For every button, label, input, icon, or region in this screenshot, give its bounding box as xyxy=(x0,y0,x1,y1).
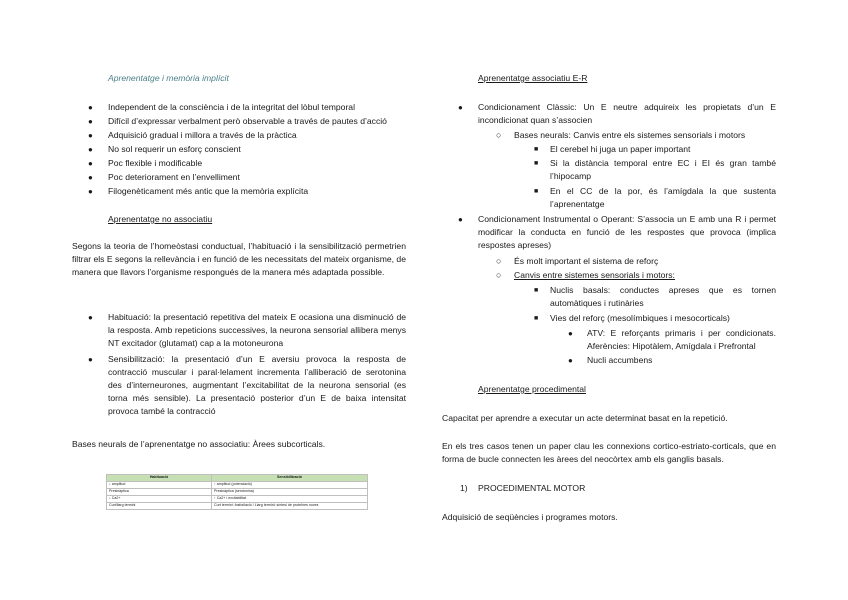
square-bullet-icon: ■ xyxy=(534,188,539,195)
instrumental-item: Condicionament Instrumental o Operant: S’associa un E amb una R i permet modificar la conducta en funció de les respostes que provoca (implica respostes apreses) xyxy=(478,214,776,250)
square-bullet-icon: ■ xyxy=(534,160,539,167)
procedural-paragraph-1: Capacitat per aprendre a executar un acte determinat basat en la repetició. xyxy=(442,413,728,423)
table-cell: Curt termini: fosforilació / Llarg termini: síntesi de proteïnes noves xyxy=(212,503,368,510)
table-row xyxy=(107,482,368,489)
por-item: En el CC de la por, és l’amígdala la que sustenta l’aprenentatge xyxy=(550,186,776,209)
square-bullet-icon: ■ xyxy=(534,287,539,294)
implicit-item: Adquisició gradual i millora a través de la pràctica xyxy=(108,130,297,140)
atv-item: ATV: E reforçants primaris i per condicionats. Aferències: Hipotàlem, Amígdala i Prefrontal xyxy=(587,328,776,351)
classic-conditioning-item: Condicionament Clàssic: Un E neutre adquireix les propietats d’un E incondicionat quan s’associen xyxy=(478,102,776,125)
nuclis-item: Nuclis basals: conductes apreses que es tornen automàtiques i rutinàries xyxy=(550,285,776,308)
sensibilitzacio-item: Sensibilització: la presentació d’un E aversiu provoca la resposta de contracció muscular i paral·lelament incrementa l’alliberació de serotonina des d’interneurones, augmentant l’excitabilitat de la neurona sensorial (es torna més sensible). La presentació posterior d’un E de baixa intensitat provoca també la contracció xyxy=(108,354,406,416)
table-cell: Presinàptica xyxy=(107,489,212,496)
classic-bases-item: Bases neurals: Canvis entre els sistemes sensorials i motors xyxy=(514,130,746,140)
bullet-icon: ● xyxy=(88,131,93,140)
bullet-icon: ● xyxy=(458,215,463,224)
motor-number: 1) xyxy=(460,483,468,493)
table-row xyxy=(107,489,368,496)
habituacio-item: Habituació: la presentació repetitiva del mateix E ocasiona una disminució de la resposta. Amb repeticions successives, la neurona sensorial allibera menys NT excitador (glutamat) cap a la motoneurona xyxy=(108,312,406,348)
circle-bullet-icon: ○ xyxy=(496,256,502,266)
bullet-icon: ● xyxy=(458,103,463,112)
vies-item: Vies del reforç (mesolímbiques i mesocorticals) xyxy=(550,313,730,323)
bullet-icon: ● xyxy=(88,103,93,112)
circle-bullet-icon: ○ xyxy=(496,130,502,140)
table-cell: ↑ amplitud (potenciació) xyxy=(212,482,368,489)
nucli-item: Nucli accumbens xyxy=(587,355,653,365)
procedural-heading: Aprenentatge procedimental xyxy=(478,384,586,394)
noassoc-paragraph: Segons la teoria de l’homeòstasi conductual, l’habituació i la sensibilització permetrien filtrar els E segons la rellevància i en funció de les necessitats del mateix organisme, de manera que llavors l’organisme respongués de la manera més adaptada possible. xyxy=(72,241,406,277)
bullet-icon: ● xyxy=(88,145,93,154)
table-header-row xyxy=(107,475,368,482)
circle-bullet-icon: ○ xyxy=(496,270,502,280)
table-cell: ↑ Ca2+ i excitabilitat xyxy=(212,496,368,503)
bullet-icon: ● xyxy=(88,159,93,168)
table-cell: ↓ amplitud xyxy=(107,482,212,489)
motor-text: Adquisició de seqüències i programes motors. xyxy=(442,512,618,522)
bullet-icon: ● xyxy=(88,355,93,364)
motor-heading: PROCEDIMENTAL MOTOR xyxy=(478,483,586,493)
square-bullet-icon: ■ xyxy=(534,146,539,153)
table-header-cell: Sensibilització xyxy=(212,475,368,482)
implicit-item: Filogenèticament més antic que la memòria explícita xyxy=(108,186,309,196)
implicit-item: Difícil d’expressar verbalment però observable a través de pautes d’acció xyxy=(108,116,387,126)
square-bullet-icon: ■ xyxy=(534,315,539,322)
table-cell: Curt/llarg termini xyxy=(107,503,212,510)
implicit-item: Poc deteriorament en l’envelliment xyxy=(108,172,240,182)
implicit-item: No sol requerir un esforç conscient xyxy=(108,144,241,154)
procedural-paragraph-2: En els tres casos tenen un paper clau les connexions cortico-estriato-corticals, que en forma de bucle connecten les àrees del neocòrtex amb els ganglis basals. xyxy=(442,441,776,464)
table-cell: Presinàptica (serotonina) xyxy=(212,489,368,496)
reforc-item: És molt important el sistema de reforç xyxy=(514,256,659,266)
habituation-table xyxy=(106,474,368,510)
bullet-icon: ● xyxy=(88,313,93,322)
implicit-item: Poc flexible i modificable xyxy=(108,158,203,168)
distancia-item: Si la distància temporal entre EC i EI és gran també l’hipocamp xyxy=(550,158,776,181)
bullet-icon: ● xyxy=(568,356,573,365)
implicit-heading: Aprenentatge i memòria implícit xyxy=(108,73,229,83)
cerebel-item: El cerebel hi juga un paper important xyxy=(550,144,691,154)
table-row xyxy=(107,496,368,503)
table-cell: ↓ Ca2+ xyxy=(107,496,212,503)
table-row xyxy=(107,503,368,510)
noassoc-heading: Aprenentatge no associatiu xyxy=(108,214,213,224)
bullet-icon: ● xyxy=(568,329,573,338)
associative-heading: Aprenentatge associatiu E-R xyxy=(478,73,588,83)
table-header-cell: Habituació xyxy=(107,475,212,482)
bullet-icon: ● xyxy=(88,173,93,182)
bases-line: Bases neurals de l’aprenentatge no associatiu: Àrees subcorticals. xyxy=(72,439,326,449)
bullet-icon: ● xyxy=(88,187,93,196)
canvis-item: Canvis entre sistemes sensorials i motors: xyxy=(514,270,675,280)
implicit-item: Independent de la consciència i de la integritat del lòbul temporal xyxy=(108,102,355,112)
bullet-icon: ● xyxy=(88,117,93,126)
